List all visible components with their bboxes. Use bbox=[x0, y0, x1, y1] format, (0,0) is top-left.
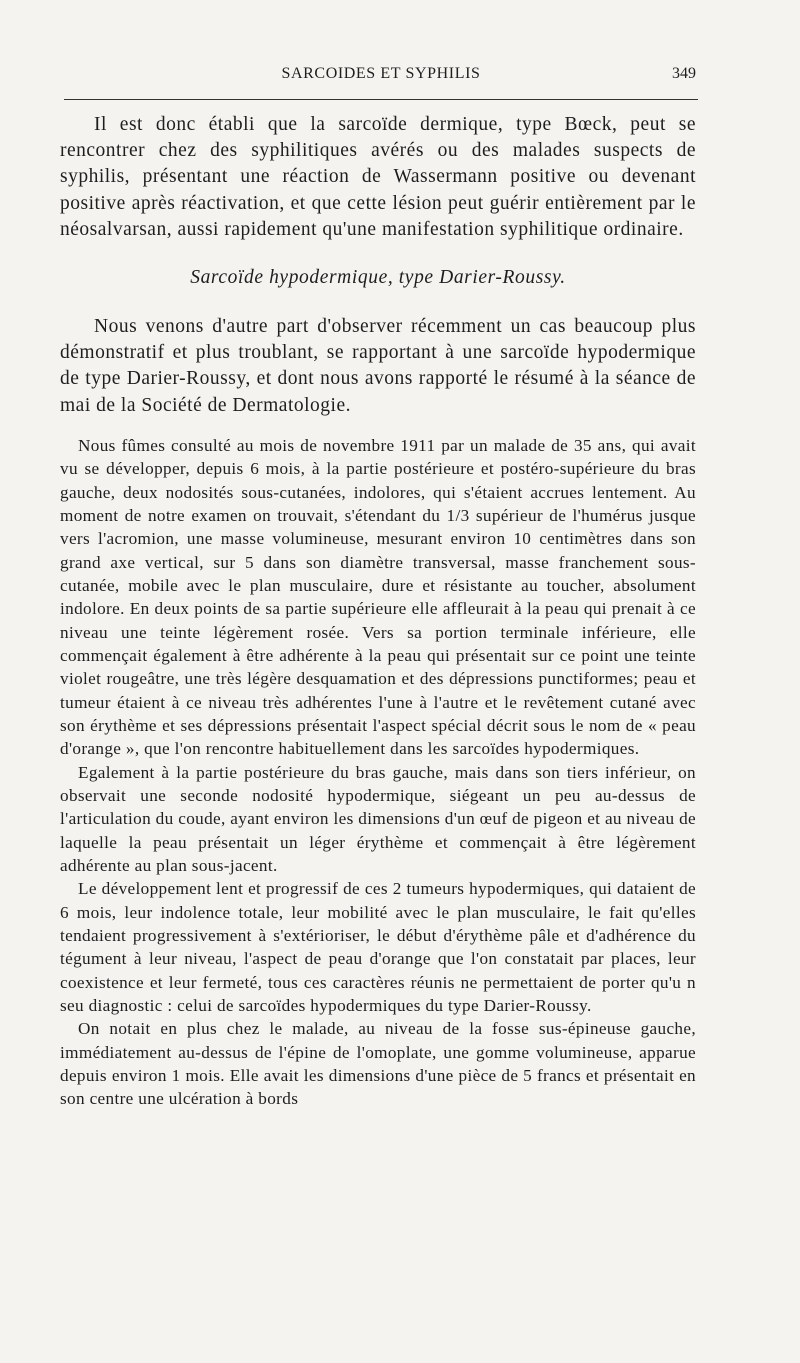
page-body bbox=[60, 112, 696, 1111]
paragraph-diagnosis: Le développement lent et progressif de ces 2 tumeurs hypodermiques, qui dataient de 6 mois, leur indolence totale, leur mobilité avec le plan musculaire, le fait qu'elles tendaient progressivement à s'extérioriser, le début d'érythème pâle et d'adhérence du tégument à leur niveau, l'aspect de peau d'orange que l'on constatait par places, leur coexistence et leur fermeté, tous ces caractères réunis ne permettaient de porter qu'u n seu diagnostic : celui de sarcoïdes hypodermiques du type Darier-Roussy. bbox=[60, 879, 696, 1016]
paragraph-case-description: Nous fûmes consulté au mois de novembre 1911 par un malade de 35 ans, qui avait vu se développer, depuis 6 mois, à la partie postérieure et postéro-supérieure du bras gauche, deux nodosités sous-cutanées, indolores, qui s'étaient accrues lentement. Au moment de notre examen on trouvait, s'étendant du 1/3 supérieur de l'humérus jusque vers l'acromion, une masse volumineuse, mesurant environ 10 centimètres dans son grand axe vertical, sur 5 dans son diamètre transversal, masse franchement sous-cutanée, mobile avec le plan musculaire, dure et résistante au toucher, absolument indolore. En deux points de sa partie supérieure elle affleurait à la peau qui prenait à ce niveau une teinte légèrement rosée. Vers sa portion terminale inférieure, elle commençait également à être adhérente à la peau qui présentait sur ce point une teinte violet rougeâtre, une très légère desquamation et des dépressions punctiformes; peau et tumeur étaient à ce niveau très adhérentes l'une à l'autre et le revêtement cutané avec son érythème et ses dépressions présentait l'aspect spécial décrit sous le nom de « peau d'orange », que l'on rencontre habituellement dans les sarcoïdes hypodermiques. bbox=[60, 435, 696, 759]
page-number: 349 bbox=[672, 65, 696, 82]
paragraph-gumma: On notait en plus chez le malade, au niveau de la fosse sus-épineuse gauche, immédiatement au-dessus de l'épine de l'omoplate, une gomme volumineuse, apparue depuis environ 1 mois. Elle avait les dimensions d'une pièce de 5 francs et présentait en son centre une ulcération à bords bbox=[60, 1019, 696, 1109]
running-title: SARCOIDES ET SYPHILIS bbox=[281, 65, 481, 82]
paragraph-second-nodule: Egalement à la partie postérieure du bras gauche, mais dans son tiers inférieur, on observait une seconde nodosité hypodermique, siégeant un peu au-dessus de l'articulation du coude, ayant environ les dimensions d'un œuf de pigeon et au niveau de laquelle la peau présentait un léger érythème et commençait à être légèrement adhérente au plan sous-jacent. bbox=[60, 762, 697, 876]
section-heading: Sarcoïde hypodermique, type Darier-Roussy. bbox=[190, 267, 566, 289]
running-header bbox=[64, 62, 698, 86]
paragraph-intro-case: Nous venons d'autre part d'observer récemment un cas beaucoup plus démonstratif et plus troublant, se rapportant à une sarcoïde hypodermique de type Darier-Roussy, et dont nous avons rapporté le résumé à la séance de mai de la Société de Dermatologie. bbox=[60, 316, 696, 416]
header-rule bbox=[64, 99, 698, 100]
paragraph-gap bbox=[60, 419, 696, 434]
paragraph-conclusion: Il est donc établi que la sarcoïde dermique, type Bœck, peut se rencontrer chez des syphilitiques avérés ou des malades suspects de syphilis, présentant une réaction de Wassermann positive ou devenant positive après réactivation, et que cette lésion peut guérir entièrement par le néosalvarsan, aussi rapidement qu'une manifestation syphilitique ordinaire. bbox=[60, 114, 696, 240]
